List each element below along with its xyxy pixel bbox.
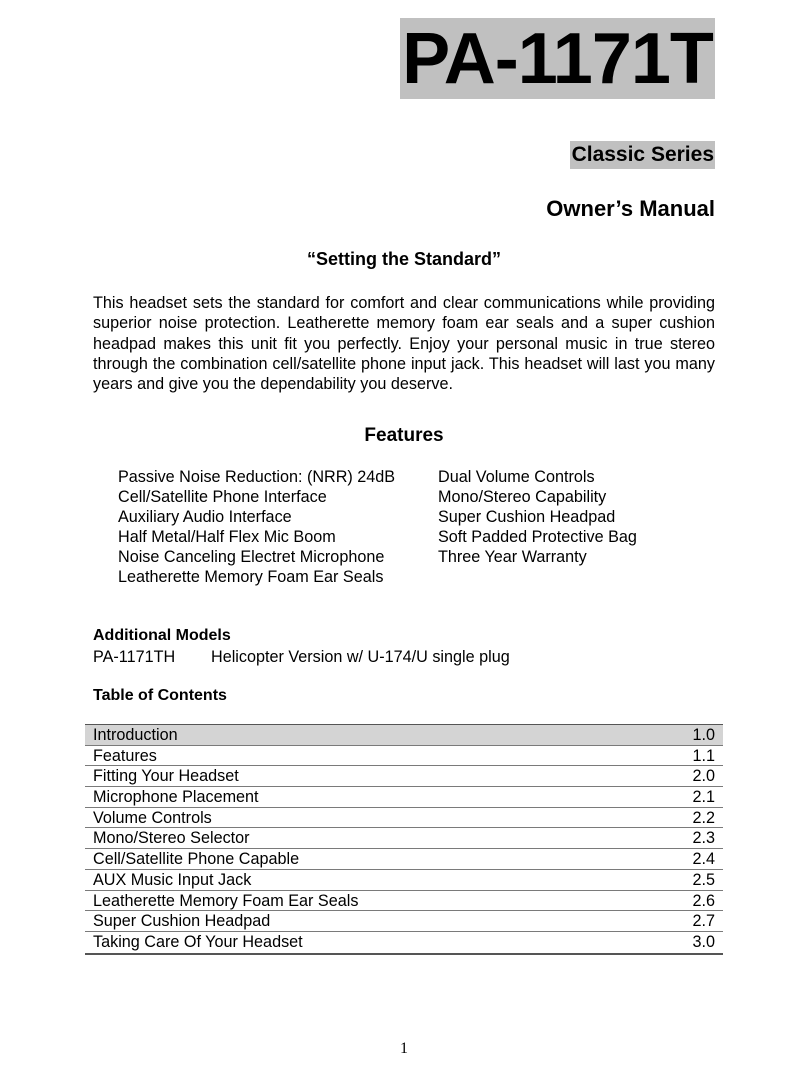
features-list-left (118, 467, 395, 587)
model-title: PA-1171T (402, 18, 713, 99)
feature-item: Three Year Warranty (438, 548, 587, 566)
toc-row (85, 746, 723, 767)
toc-section: 2.7 (692, 912, 715, 931)
feature-item: Half Metal/Half Flex Mic Boom (118, 528, 336, 546)
toc-title: Fitting Your Headset (93, 767, 239, 786)
toc-row (85, 932, 723, 953)
toc-section: 2.4 (692, 850, 715, 869)
manual-title: Owner’s Manual (546, 196, 715, 221)
feature-item: Super Cushion Headpad (438, 508, 616, 526)
features-list-right (438, 467, 637, 567)
toc-title: Volume Controls (93, 808, 212, 827)
toc-section: 2.1 (692, 788, 715, 807)
additional-model-row (93, 647, 510, 667)
toc-row (85, 849, 723, 870)
toc-row (85, 808, 723, 829)
feature-item: Soft Padded Protective Bag (438, 528, 637, 546)
toc-title: Mono/Stereo Selector (93, 829, 250, 848)
toc-table (85, 724, 723, 955)
toc-title: Features (93, 746, 157, 765)
toc-title: Super Cushion Headpad (93, 912, 271, 931)
toc-section: 2.3 (692, 829, 715, 848)
toc-section: 2.6 (692, 891, 715, 910)
features-heading: Features (364, 425, 444, 446)
feature-item: Mono/Stereo Capability (438, 488, 607, 506)
page-number: 1 (400, 1040, 408, 1057)
tagline: “Setting the Standard” (306, 249, 501, 269)
feature-item: Dual Volume Controls (438, 468, 595, 486)
series-label: Classic Series (570, 141, 715, 169)
toc-title: Microphone Placement (93, 788, 259, 807)
model-description: Helicopter Version w/ U-174/U single plug (211, 648, 510, 666)
toc-title: Introduction (93, 726, 178, 744)
feature-item: Cell/Satellite Phone Interface (118, 488, 327, 506)
toc-section: 2.0 (692, 767, 715, 786)
additional-models-heading: Additional Models (93, 627, 231, 644)
toc-row (85, 870, 723, 891)
toc-section: 1.0 (692, 726, 715, 744)
toc-heading: Table of Contents (93, 687, 227, 704)
toc-title: Taking Care Of Your Headset (93, 932, 303, 951)
toc-row (85, 787, 723, 808)
toc-section: 2.2 (692, 808, 715, 827)
feature-item: Auxiliary Audio Interface (118, 508, 292, 526)
model-code: PA-1171TH (93, 648, 176, 666)
toc-row (85, 828, 723, 849)
feature-item: Leatherette Memory Foam Ear Seals (118, 568, 384, 586)
toc-section: 2.5 (692, 870, 715, 889)
feature-item: Noise Canceling Electret Microphone (118, 548, 385, 566)
toc-row (85, 891, 723, 912)
toc-row (85, 911, 723, 932)
toc-title: Cell/Satellite Phone Capable (93, 850, 300, 869)
toc-section: 1.1 (692, 746, 715, 765)
feature-item: Passive Noise Reduction: (NRR) 24dB (118, 468, 396, 486)
intro-paragraph: This headset sets the standard for comfort and clear communications while providing superior noise protection. Leatherette memory foam ear seals and a super cushion headpad makes this unit fit you perfectly. Enjoy your personal music in true stereo through the combination cell/satellite phone input jack. This headset will last you many years and give you the dependability you deserve. (93, 294, 715, 394)
model-title-box (400, 18, 715, 99)
toc-section: 3.0 (692, 932, 715, 951)
toc-row (85, 766, 723, 787)
toc-row (85, 725, 723, 746)
toc-title: Leatherette Memory Foam Ear Seals (93, 891, 359, 910)
toc-title: AUX Music Input Jack (93, 870, 252, 889)
